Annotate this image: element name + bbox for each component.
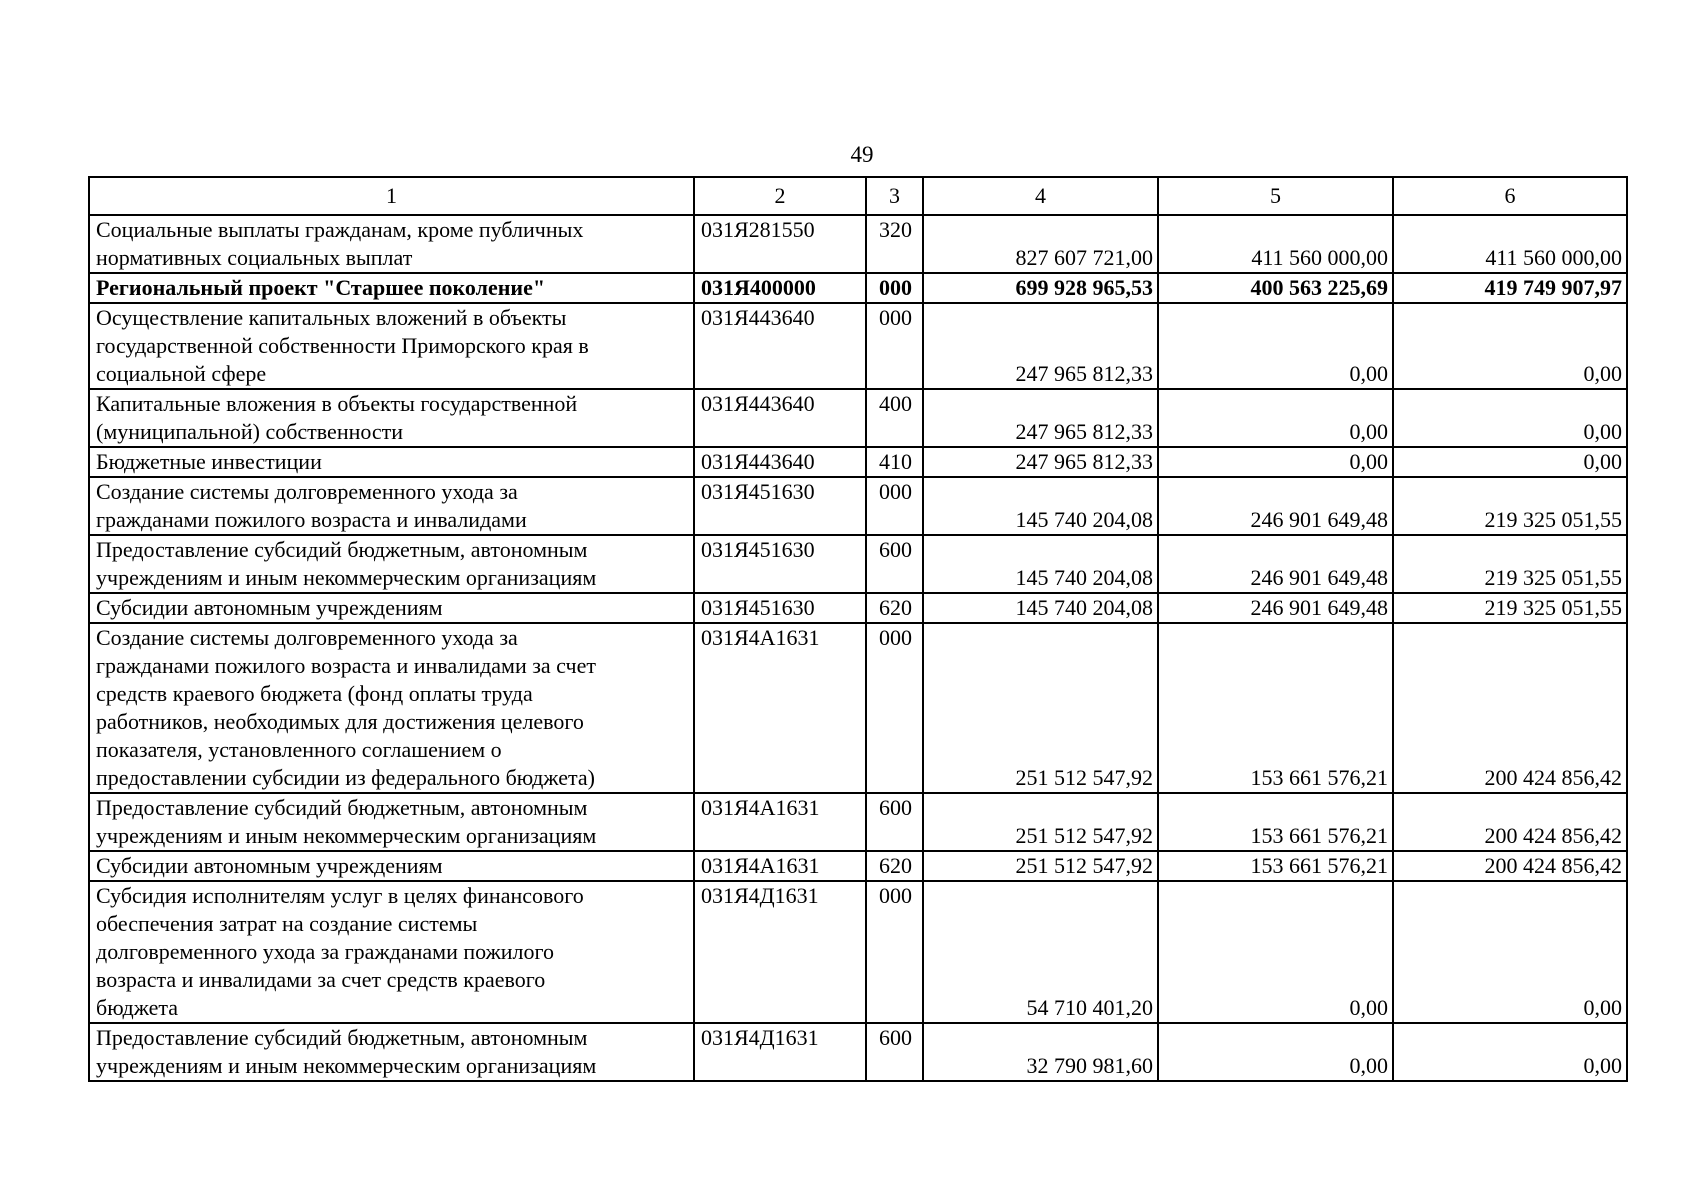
row-code-cell: 031Я281550 xyxy=(694,215,866,273)
row-amount-col6-cell: 200 424 856,42 xyxy=(1393,623,1627,793)
row-amount-col5-cell: 246 901 649,48 xyxy=(1158,477,1393,535)
column-header-1: 1 xyxy=(89,177,694,215)
table-row xyxy=(89,535,1627,593)
table-row xyxy=(89,1023,1627,1081)
row-amount-col6-cell: 411 560 000,00 xyxy=(1393,215,1627,273)
row-name-cell: Субсидия исполнителям услуг в целях финансового обеспечения затрат на создание системы долговременного ухода за гражданами пожилого возраста и инвалидами за счет средств краевого бюджета xyxy=(89,881,694,1023)
row-amount-col5-cell: 153 661 576,21 xyxy=(1158,851,1393,881)
row-kind-cell: 000 xyxy=(866,303,923,389)
row-amount-col6-cell: 219 325 051,55 xyxy=(1393,535,1627,593)
row-amount-col6-cell: 200 424 856,42 xyxy=(1393,793,1627,851)
row-amount-col5-cell: 153 661 576,21 xyxy=(1158,623,1393,793)
table-row xyxy=(89,389,1627,447)
row-amount-col4-cell: 145 740 204,08 xyxy=(923,477,1158,535)
table-row xyxy=(89,477,1627,535)
row-name-cell: Бюджетные инвестиции xyxy=(89,447,694,477)
row-amount-col4-cell: 699 928 965,53 xyxy=(923,273,1158,303)
row-code-cell: 031Я400000 xyxy=(694,273,866,303)
row-code-cell: 031Я4Д1631 xyxy=(694,881,866,1023)
column-header-2: 2 xyxy=(694,177,866,215)
column-header-4: 4 xyxy=(923,177,1158,215)
row-kind-cell: 620 xyxy=(866,851,923,881)
table-row xyxy=(89,303,1627,389)
row-kind-cell: 320 xyxy=(866,215,923,273)
row-amount-col5-cell: 400 563 225,69 xyxy=(1158,273,1393,303)
row-amount-col6-cell: 0,00 xyxy=(1393,303,1627,389)
table-row xyxy=(89,623,1627,793)
table-body xyxy=(89,177,1627,1081)
table-row xyxy=(89,447,1627,477)
row-name-cell: Капитальные вложения в объекты государственной (муниципальной) собственности xyxy=(89,389,694,447)
row-kind-cell: 000 xyxy=(866,273,923,303)
row-amount-col5-cell: 246 901 649,48 xyxy=(1158,593,1393,623)
row-amount-col4-cell: 145 740 204,08 xyxy=(923,593,1158,623)
row-amount-col5-cell: 0,00 xyxy=(1158,1023,1393,1081)
row-amount-col5-cell: 0,00 xyxy=(1158,881,1393,1023)
row-name-cell: Субсидии автономным учреждениям xyxy=(89,851,694,881)
row-kind-cell: 000 xyxy=(866,623,923,793)
row-amount-col5-cell: 153 661 576,21 xyxy=(1158,793,1393,851)
row-name-cell: Создание системы долговременного ухода за гражданами пожилого возраста и инвалидами за счет средств краевого бюджета (фонд оплаты труда работников, необходимых для достижения целевого показателя, установленного соглашением о предоставлении субсидии из федерального бюджета) xyxy=(89,623,694,793)
row-code-cell: 031Я443640 xyxy=(694,389,866,447)
table-row xyxy=(89,881,1627,1023)
row-code-cell: 031Я4А1631 xyxy=(694,623,866,793)
row-amount-col4-cell: 54 710 401,20 xyxy=(923,881,1158,1023)
budget-table xyxy=(88,176,1628,1082)
row-code-cell: 031Я4А1631 xyxy=(694,793,866,851)
row-amount-col6-cell: 200 424 856,42 xyxy=(1393,851,1627,881)
row-amount-col5-cell: 0,00 xyxy=(1158,389,1393,447)
table-header-row xyxy=(89,177,1627,215)
row-amount-col6-cell: 219 325 051,55 xyxy=(1393,593,1627,623)
table-row xyxy=(89,215,1627,273)
page-number: 49 xyxy=(850,142,874,167)
row-amount-col4-cell: 251 512 547,92 xyxy=(923,793,1158,851)
row-kind-cell: 600 xyxy=(866,793,923,851)
row-amount-col4-cell: 145 740 204,08 xyxy=(923,535,1158,593)
column-header-3: 3 xyxy=(866,177,923,215)
row-kind-cell: 000 xyxy=(866,477,923,535)
row-code-cell: 031Я451630 xyxy=(694,477,866,535)
row-kind-cell: 600 xyxy=(866,1023,923,1081)
row-name-cell: Предоставление субсидий бюджетным, автономным учреждениям и иным некоммерческим организациям xyxy=(89,1023,694,1081)
row-name-cell: Социальные выплаты гражданам, кроме публичных нормативных социальных выплат xyxy=(89,215,694,273)
row-name-cell: Предоставление субсидий бюджетным, автономным учреждениям и иным некоммерческим организациям xyxy=(89,793,694,851)
row-code-cell: 031Я451630 xyxy=(694,593,866,623)
row-amount-col4-cell: 247 965 812,33 xyxy=(923,303,1158,389)
row-code-cell: 031Я451630 xyxy=(694,535,866,593)
row-kind-cell: 620 xyxy=(866,593,923,623)
row-amount-col5-cell: 0,00 xyxy=(1158,447,1393,477)
row-kind-cell: 410 xyxy=(866,447,923,477)
row-amount-col5-cell: 411 560 000,00 xyxy=(1158,215,1393,273)
row-amount-col4-cell: 827 607 721,00 xyxy=(923,215,1158,273)
column-header-5: 5 xyxy=(1158,177,1393,215)
row-code-cell: 031Я4Д1631 xyxy=(694,1023,866,1081)
row-kind-cell: 600 xyxy=(866,535,923,593)
row-amount-col6-cell: 0,00 xyxy=(1393,389,1627,447)
row-name-cell: Региональный проект "Старшее поколение" xyxy=(89,273,694,303)
row-amount-col4-cell: 251 512 547,92 xyxy=(923,623,1158,793)
column-header-6: 6 xyxy=(1393,177,1627,215)
table-row xyxy=(89,593,1627,623)
row-amount-col5-cell: 0,00 xyxy=(1158,303,1393,389)
row-code-cell: 031Я443640 xyxy=(694,447,866,477)
row-amount-col6-cell: 419 749 907,97 xyxy=(1393,273,1627,303)
row-amount-col6-cell: 0,00 xyxy=(1393,881,1627,1023)
row-amount-col4-cell: 251 512 547,92 xyxy=(923,851,1158,881)
row-amount-col5-cell: 246 901 649,48 xyxy=(1158,535,1393,593)
row-name-cell: Осуществление капитальных вложений в объекты государственной собственности Приморского края в социальной сфере xyxy=(89,303,694,389)
row-name-cell: Субсидии автономным учреждениям xyxy=(89,593,694,623)
row-amount-col6-cell: 219 325 051,55 xyxy=(1393,477,1627,535)
table-row xyxy=(89,851,1627,881)
table-row xyxy=(89,273,1627,303)
row-kind-cell: 400 xyxy=(866,389,923,447)
row-amount-col4-cell: 247 965 812,33 xyxy=(923,447,1158,477)
row-name-cell: Создание системы долговременного ухода за гражданами пожилого возраста и инвалидами xyxy=(89,477,694,535)
row-code-cell: 031Я443640 xyxy=(694,303,866,389)
row-amount-col6-cell: 0,00 xyxy=(1393,447,1627,477)
row-kind-cell: 000 xyxy=(866,881,923,1023)
row-amount-col4-cell: 247 965 812,33 xyxy=(923,389,1158,447)
row-code-cell: 031Я4А1631 xyxy=(694,851,866,881)
row-amount-col6-cell: 0,00 xyxy=(1393,1023,1627,1081)
row-amount-col4-cell: 32 790 981,60 xyxy=(923,1023,1158,1081)
row-name-cell: Предоставление субсидий бюджетным, автономным учреждениям и иным некоммерческим организациям xyxy=(89,535,694,593)
table-row xyxy=(89,793,1627,851)
